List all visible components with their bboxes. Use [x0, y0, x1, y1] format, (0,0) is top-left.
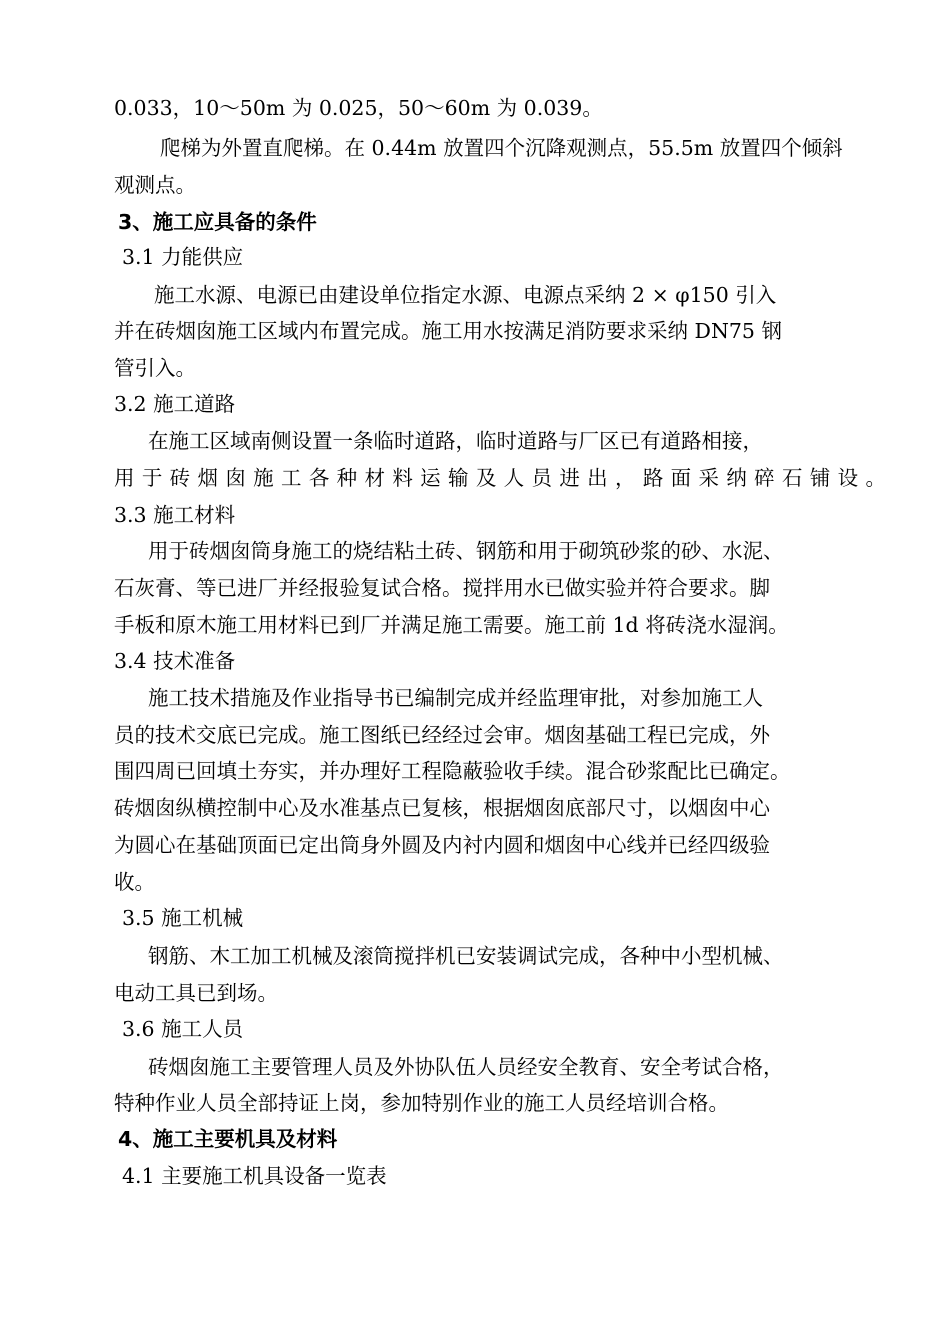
- paragraph-line: 并在砖烟囱施工区域内布置完成。施工用水按满足消防要求采纳 DN75 钢: [114, 319, 782, 343]
- paragraph-line: 收。: [114, 870, 155, 894]
- paragraph-line: 砖烟囱施工主要管理人员及外协队伍人员经安全教育、安全考试合格，: [148, 1055, 784, 1079]
- subsection-title-3-1: 3.1 力能供应: [122, 245, 244, 269]
- section-heading-4: 4、施工主要机具及材料: [118, 1127, 338, 1151]
- subsection-title-3-4: 3.4 技术准备: [114, 649, 236, 673]
- paragraph-line: 在施工区域南侧设置一条临时道路，临时道路与厂区已有道路相接，: [148, 429, 763, 453]
- paragraph-line: 为圆心在基础顶面已定出筒身外圆及内衬内圆和烟囱中心线并已经四级验: [114, 833, 770, 857]
- paragraph-line: 施工水源、电源已由建设单位指定水源、电源点采纳 2 × φ150 引入: [154, 283, 777, 307]
- subsection-title-4-1: 4.1 主要施工机具设备一览表: [122, 1164, 387, 1188]
- paragraph-line: 围四周已回填土夯实，并办理好工程隐蔽验收手续。混合砂浆配比已确定。: [114, 759, 791, 783]
- paragraph-line: 电动工具已到场。: [114, 981, 278, 1005]
- subsection-title-3-2: 3.2 施工道路: [114, 392, 236, 416]
- paragraph-line: 石灰膏、等已进厂并经报验复试合格。搅拌用水已做实验并符合要求。脚: [114, 576, 770, 600]
- paragraph-line: 用于砖烟囱施工各种材料运输及人员进出，路面采纳碎石铺设。: [114, 466, 886, 490]
- subsection-title-3-5: 3.5 施工机械: [122, 906, 244, 930]
- paragraph-line: 钢筋、木工加工机械及滚筒搅拌机已安装调试完成，各种中小型机械、: [148, 944, 784, 968]
- paragraph-line: 观测点。: [114, 173, 196, 197]
- paragraph-line: 员的技术交底已完成。施工图纸已经经过会审。烟囱基础工程已完成，外: [114, 723, 770, 747]
- paragraph-line: 0.033，10～50m 为 0.025，50～60m 为 0.039。: [114, 96, 603, 120]
- subsection-title-3-6: 3.6 施工人员: [122, 1017, 244, 1041]
- paragraph-line: 施工技术措施及作业指导书已编制完成并经监理审批，对参加施工人: [148, 686, 763, 710]
- paragraph-line: 特种作业人员全部持证上岗，参加特别作业的施工人员经培训合格。: [114, 1091, 729, 1115]
- paragraph-line: 爬梯为外置直爬梯。在 0.44m 放置四个沉降观测点，55.5m 放置四个倾斜: [160, 136, 843, 160]
- subsection-title-3-3: 3.3 施工材料: [114, 503, 236, 527]
- paragraph-line: 手板和原木施工用材料已到厂并满足施工需要。施工前 1d 将砖浇水湿润。: [114, 613, 789, 637]
- paragraph-line: 管引入。: [114, 356, 196, 380]
- section-heading-3: 3、施工应具备的条件: [118, 210, 317, 234]
- paragraph-line: 砖烟囱纵横控制中心及水准基点已复核，根据烟囱底部尺寸，以烟囱中心: [114, 796, 770, 820]
- paragraph-line: 用于砖烟囱筒身施工的烧结粘土砖、钢筋和用于砌筑砂浆的砂、水泥、: [148, 539, 784, 563]
